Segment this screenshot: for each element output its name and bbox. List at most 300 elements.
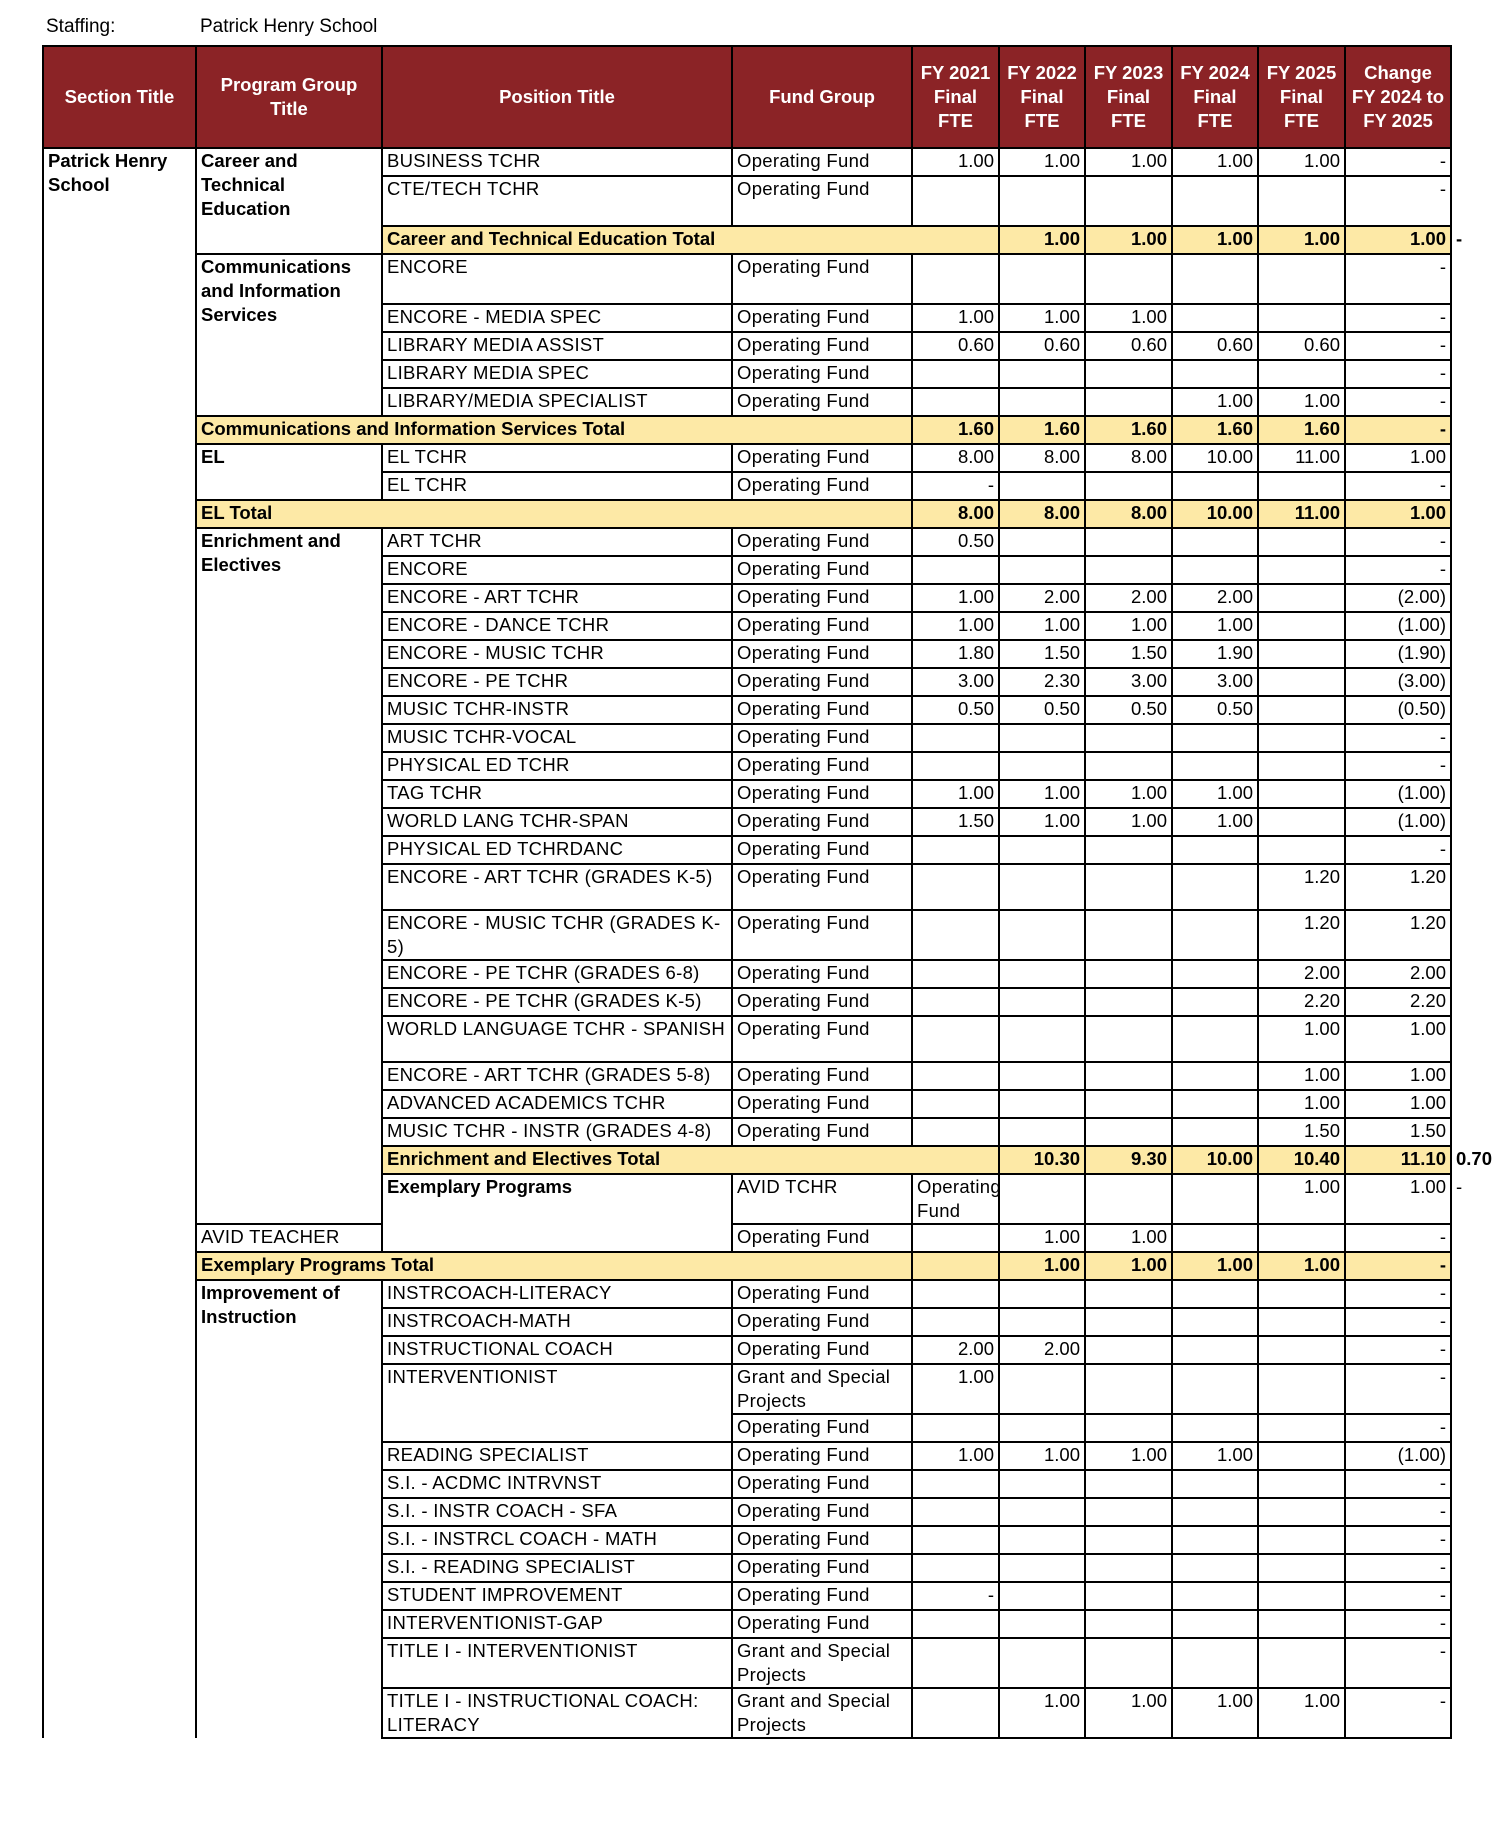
position-title: ENCORE - MUSIC TCHR (GRADES K-5) [382, 910, 732, 960]
fte-change-cell: - [1345, 1582, 1451, 1610]
position-title: STUDENT IMPROVEMENT [382, 1582, 732, 1610]
fte-cell [1172, 724, 1258, 752]
staffing-label: Staffing: [46, 16, 116, 37]
fte-cell [912, 864, 999, 910]
fte-cell [912, 1498, 999, 1526]
fte-change-cell: - [1345, 472, 1451, 500]
fte-cell: 0.50 [912, 696, 999, 724]
fund-group: Operating Fund [732, 864, 912, 910]
fund-group: Operating Fund [732, 988, 912, 1016]
fte-cell: 1.00 [999, 1252, 1085, 1280]
fte-cell: 1.00 [1085, 612, 1172, 640]
column-header: Fund Group [732, 46, 912, 148]
table-row [43, 444, 1451, 472]
fund-group: Operating Fund [912, 1174, 999, 1224]
fte-change-cell: 1.00 [1345, 1016, 1451, 1062]
fte-cell [1172, 1364, 1258, 1414]
position-title: WORLD LANG TCHR-SPAN [382, 808, 732, 836]
fte-cell [1258, 1414, 1345, 1442]
fte-cell: - [912, 472, 999, 500]
total-row [43, 500, 1451, 528]
position-title: ENCORE - ART TCHR (GRADES K-5) [382, 864, 732, 910]
fte-cell [1172, 472, 1258, 500]
fund-group: Operating Fund [732, 1308, 912, 1336]
fund-group: Operating Fund [732, 176, 912, 226]
fte-cell: 1.00 [1258, 1688, 1345, 1738]
fte-cell: 1.00 [912, 1364, 999, 1414]
fte-cell: 8.00 [912, 500, 999, 528]
fte-cell: 1.00 [1172, 388, 1258, 416]
fte-cell [1085, 1582, 1172, 1610]
fte-change-cell: - [1345, 1638, 1451, 1688]
fte-cell: 1.00 [912, 148, 999, 176]
fte-cell: 1.00 [1258, 1252, 1345, 1280]
position-title: ENCORE - PE TCHR (GRADES 6-8) [382, 960, 732, 988]
fte-cell [912, 752, 999, 780]
fte-cell: 1.90 [1172, 640, 1258, 668]
fund-group: Operating Fund [732, 1414, 912, 1442]
fte-cell: 1.00 [1172, 1252, 1258, 1280]
fte-cell [1258, 1308, 1345, 1336]
fte-cell: 0.60 [1085, 332, 1172, 360]
fund-group: Operating Fund [732, 960, 912, 988]
fte-change-cell: - [1345, 176, 1451, 226]
fte-cell [912, 556, 999, 584]
total-row: Career and Technical Education Total 1.00 1.00 1.00 1.00 1.00 - [43, 226, 1451, 254]
fte-cell [1085, 1638, 1172, 1688]
fte-cell [1085, 1526, 1172, 1554]
fund-group: Operating Fund [732, 780, 912, 808]
fte-change-cell: - [1345, 1554, 1451, 1582]
fte-cell [1258, 1526, 1345, 1554]
column-header: Change FY 2024 to FY 2025 [1345, 46, 1451, 148]
fte-change-cell: 1.00 [1345, 444, 1451, 472]
fund-group: Operating Fund [732, 1118, 912, 1146]
fte-cell [1085, 528, 1172, 556]
fte-change-cell: - [1345, 1252, 1451, 1280]
fte-cell [999, 254, 1085, 304]
fte-cell [1258, 472, 1345, 500]
position-title: READING SPECIALIST [382, 1442, 732, 1470]
fte-cell: 2.00 [1258, 960, 1345, 988]
fte-cell [912, 910, 999, 960]
table-row [43, 254, 1451, 304]
fte-change-cell: - [1345, 148, 1451, 176]
fte-cell: 1.00 [999, 1688, 1085, 1738]
position-title: BUSINESS TCHR [382, 148, 732, 176]
fte-cell [912, 988, 999, 1016]
fte-cell [1258, 668, 1345, 696]
fte-cell: 1.00 [1345, 226, 1451, 254]
fte-cell [1172, 1090, 1258, 1118]
column-header: FY 2021 Final FTE [912, 46, 999, 148]
fte-cell: 0.60 [1172, 332, 1258, 360]
fte-cell: 1.00 [912, 612, 999, 640]
fte-change-cell: (3.00) [1345, 668, 1451, 696]
fte-cell [1085, 388, 1172, 416]
fte-cell: 1.00 [1172, 148, 1258, 176]
fte-cell: 1.00 [1085, 304, 1172, 332]
fte-cell [1172, 1336, 1258, 1364]
position-title: MUSIC TCHR - INSTR (GRADES 4-8) [382, 1118, 732, 1146]
staffing-school-name: Patrick Henry School [200, 16, 378, 37]
fte-cell [999, 960, 1085, 988]
fte-cell: 10.00 [1172, 444, 1258, 472]
fte-cell [1085, 176, 1172, 226]
position-title: S.I. - INSTR COACH - SFA [382, 1498, 732, 1526]
fte-cell: 2.00 [999, 584, 1085, 612]
column-header: FY 2025 Final FTE [1258, 46, 1345, 148]
fte-cell [999, 1118, 1085, 1146]
fte-cell: 1.50 [1085, 640, 1172, 668]
fte-change-cell: - [1345, 1224, 1451, 1252]
fund-group: Operating Fund [732, 1610, 912, 1638]
fte-cell [912, 1308, 999, 1336]
table-row [43, 1224, 1451, 1252]
column-header: FY 2022 Final FTE [999, 46, 1085, 148]
fund-group: Operating Fund [732, 332, 912, 360]
position-title: ENCORE - ART TCHR (GRADES 5-8) [382, 1062, 732, 1090]
fte-cell: 1.00 [1172, 226, 1258, 254]
fte-cell [999, 752, 1085, 780]
total-label: Career and Technical Education Total [382, 226, 999, 254]
position-title: EL TCHR [382, 472, 732, 500]
fte-cell [912, 1062, 999, 1090]
fund-group: Operating Fund [732, 1062, 912, 1090]
position-title: LIBRARY MEDIA ASSIST [382, 332, 732, 360]
fund-group: Operating Fund [732, 724, 912, 752]
fte-cell [1258, 1470, 1345, 1498]
fund-group: Operating Fund [732, 808, 912, 836]
fte-cell: 1.00 [999, 148, 1085, 176]
fte-cell [1172, 1610, 1258, 1638]
fund-group: Operating Fund [732, 254, 912, 304]
fte-cell [1258, 1610, 1345, 1638]
fte-change-cell: - [1345, 1498, 1451, 1526]
column-header: Section Title [43, 46, 196, 148]
fte-cell [999, 1526, 1085, 1554]
column-header: FY 2023 Final FTE [1085, 46, 1172, 148]
fte-change-cell: 1.00 [1345, 1062, 1451, 1090]
fte-cell: 1.20 [1258, 910, 1345, 960]
fte-cell [999, 1364, 1085, 1414]
fund-group: Operating Fund [732, 1526, 912, 1554]
fte-cell [1172, 1062, 1258, 1090]
fte-change-cell: - [1345, 752, 1451, 780]
program-group-title: Exemplary Programs [382, 1174, 732, 1252]
table-row [43, 1280, 1451, 1308]
fund-group: Operating Fund [732, 836, 912, 864]
fte-cell: 1.00 [1258, 148, 1345, 176]
fte-cell [1172, 1582, 1258, 1610]
fte-cell [999, 1414, 1085, 1442]
fte-cell [1258, 724, 1345, 752]
fte-cell [999, 1280, 1085, 1308]
fte-cell [1172, 304, 1258, 332]
fte-cell [999, 1016, 1085, 1062]
position-title: INSTRCOACH-MATH [382, 1308, 732, 1336]
fte-cell [1258, 612, 1345, 640]
fte-cell [1172, 254, 1258, 304]
position-title: ADVANCED ACADEMICS TCHR [382, 1090, 732, 1118]
fte-cell [912, 1224, 999, 1252]
fte-change-cell: - [1345, 1336, 1451, 1364]
fte-change-cell: (1.00) [1345, 612, 1451, 640]
fte-cell: 10.00 [1172, 1146, 1258, 1174]
fte-cell [1085, 836, 1172, 864]
fund-group: Operating Fund [732, 556, 912, 584]
table-header-row [43, 46, 1451, 148]
program-group-title: Enrichment and Electives [196, 528, 382, 1224]
fte-cell: 11.00 [1258, 500, 1345, 528]
fte-cell [999, 528, 1085, 556]
fte-cell [1172, 1526, 1258, 1554]
position-title: ENCORE - PE TCHR [382, 668, 732, 696]
fte-cell: 1.00 [1172, 1442, 1258, 1470]
fte-cell [1172, 556, 1258, 584]
fte-cell [1085, 1090, 1172, 1118]
fte-cell: 1.00 [912, 584, 999, 612]
fte-cell: 1.50 [912, 808, 999, 836]
position-title: AVID TCHR [732, 1174, 912, 1224]
position-title: TITLE I - INSTRUCTIONAL COACH: LITERACY [382, 1688, 732, 1738]
fte-cell [999, 1498, 1085, 1526]
fte-change-cell: (1.00) [1345, 780, 1451, 808]
table-row [43, 528, 1451, 556]
fte-cell [912, 1016, 999, 1062]
fte-cell [912, 360, 999, 388]
fte-cell [912, 388, 999, 416]
fte-cell [999, 1174, 1085, 1224]
fte-cell: 1.50 [999, 640, 1085, 668]
fte-cell [912, 1252, 999, 1280]
fte-cell: 2.00 [1172, 584, 1258, 612]
fte-cell [999, 1308, 1085, 1336]
fte-cell [1258, 254, 1345, 304]
fte-cell [999, 472, 1085, 500]
fte-cell [1172, 1414, 1258, 1442]
fund-group: Operating Fund [732, 1090, 912, 1118]
fund-group: Operating Fund [732, 584, 912, 612]
fte-cell: 0.50 [999, 696, 1085, 724]
fte-cell [1172, 1280, 1258, 1308]
fte-cell: 1.00 [1345, 1174, 1451, 1224]
position-title: ENCORE - MUSIC TCHR [382, 640, 732, 668]
fte-change-cell: (1.00) [1345, 1442, 1451, 1470]
fte-change-cell: 1.00 [1345, 500, 1451, 528]
fte-cell [1172, 528, 1258, 556]
fte-cell [999, 910, 1085, 960]
position-title: EL TCHR [382, 444, 732, 472]
fte-change-cell: 2.20 [1345, 988, 1451, 1016]
fte-cell [999, 1610, 1085, 1638]
fte-cell: 1.00 [999, 1442, 1085, 1470]
fte-cell: 3.00 [1085, 668, 1172, 696]
fund-group: Operating Fund [732, 1582, 912, 1610]
fte-cell: 10.40 [1258, 1146, 1345, 1174]
fte-change-cell: - [1345, 1470, 1451, 1498]
fte-cell [1172, 1498, 1258, 1526]
fte-cell [912, 836, 999, 864]
fte-cell: 1.00 [999, 226, 1085, 254]
fte-cell [1085, 1414, 1172, 1442]
fte-cell [1085, 1554, 1172, 1582]
fte-change-cell: - [1345, 836, 1451, 864]
program-group-title: Career and Technical Education [196, 148, 382, 254]
fte-cell [1258, 1442, 1345, 1470]
fte-cell [999, 864, 1085, 910]
fte-cell [1172, 1118, 1258, 1146]
fte-cell: 1.00 [1172, 780, 1258, 808]
fte-cell [1085, 1280, 1172, 1308]
fund-group: Operating Fund [732, 472, 912, 500]
column-header: Program Group Title [196, 46, 382, 148]
fte-change-cell: 1.00 [1345, 1090, 1451, 1118]
fte-cell [1258, 1280, 1345, 1308]
fte-cell [1172, 864, 1258, 910]
fte-cell [1085, 556, 1172, 584]
fte-cell: 0.50 [912, 528, 999, 556]
fte-cell [999, 836, 1085, 864]
fte-cell [1085, 960, 1172, 988]
fte-cell: 1.00 [1258, 388, 1345, 416]
position-title: ENCORE - ART TCHR [382, 584, 732, 612]
fund-group: Operating Fund [732, 752, 912, 780]
fund-group: Operating Fund [732, 612, 912, 640]
position-title: CTE/TECH TCHR [382, 176, 732, 226]
section-title: Patrick Henry School [43, 148, 196, 1738]
fte-cell [1085, 724, 1172, 752]
fte-cell [912, 1118, 999, 1146]
fte-cell: 1.00 [1085, 226, 1172, 254]
fte-cell [999, 1554, 1085, 1582]
fte-cell [1258, 780, 1345, 808]
fund-group: Operating Fund [732, 1470, 912, 1498]
fte-cell: 1.00 [1172, 808, 1258, 836]
total-label: Communications and Information Services Total [196, 416, 912, 444]
fte-cell [1258, 640, 1345, 668]
fte-cell [1172, 910, 1258, 960]
fte-cell [912, 1526, 999, 1554]
fund-group: Operating Fund [732, 304, 912, 332]
fte-cell [1258, 556, 1345, 584]
fte-cell [912, 960, 999, 988]
fte-cell [999, 1090, 1085, 1118]
fte-cell [1172, 1308, 1258, 1336]
fte-cell: 1.20 [1258, 864, 1345, 910]
fte-cell: 1.00 [1258, 1090, 1345, 1118]
fte-cell: 1.00 [1085, 1252, 1172, 1280]
fte-cell [1172, 176, 1258, 226]
fte-cell [1258, 1498, 1345, 1526]
fte-cell [1085, 1498, 1172, 1526]
position-title: WORLD LANGUAGE TCHR - SPANISH [382, 1016, 732, 1062]
fte-cell [1085, 1364, 1172, 1414]
fund-group: Operating Fund [732, 388, 912, 416]
fte-cell [1258, 1554, 1345, 1582]
position-title: AVID TEACHER [196, 1224, 382, 1252]
fte-change-cell: - [1345, 1610, 1451, 1638]
fte-cell: 1.00 [1258, 1062, 1345, 1090]
position-title: TITLE I - INTERVENTIONIST [382, 1638, 732, 1688]
fte-change-cell: - [1345, 332, 1451, 360]
fte-cell: 8.00 [912, 444, 999, 472]
fte-cell: 1.60 [999, 416, 1085, 444]
fte-change-cell: 2.00 [1345, 960, 1451, 988]
fte-cell: 0.50 [1172, 696, 1258, 724]
fte-cell [1258, 304, 1345, 332]
fund-group: Operating Fund [732, 640, 912, 668]
program-group-title: Communications and Information Services [196, 254, 382, 416]
position-title: ENCORE [382, 254, 732, 304]
fte-change-cell: (1.00) [1345, 808, 1451, 836]
position-title: LIBRARY/MEDIA SPECIALIST [382, 388, 732, 416]
fte-cell [1172, 1470, 1258, 1498]
fund-group: Operating Fund [732, 1224, 912, 1252]
fund-group: Grant and Special Projects [732, 1688, 912, 1738]
fund-group: Operating Fund [732, 444, 912, 472]
fte-cell [1258, 1364, 1345, 1414]
position-title: ENCORE [382, 556, 732, 584]
fund-group: Operating Fund [732, 148, 912, 176]
fte-cell [912, 1688, 999, 1738]
fte-change-cell: - [1345, 416, 1451, 444]
total-row [43, 416, 1451, 444]
fte-change-cell: - [1345, 1688, 1451, 1738]
fte-cell [1172, 1554, 1258, 1582]
fte-cell: - [912, 1582, 999, 1610]
fte-cell [912, 1470, 999, 1498]
staffing-table [42, 45, 1493, 1739]
position-title: S.I. - READING SPECIALIST [382, 1554, 732, 1582]
fund-group: Operating Fund [732, 696, 912, 724]
fund-group: Operating Fund [732, 1280, 912, 1308]
fte-cell [999, 1062, 1085, 1090]
position-title: ENCORE - DANCE TCHR [382, 612, 732, 640]
fte-cell [999, 360, 1085, 388]
fte-cell [1258, 176, 1345, 226]
fte-change-cell: (1.90) [1345, 640, 1451, 668]
position-title: ENCORE - MEDIA SPEC [382, 304, 732, 332]
fte-cell [1258, 1582, 1345, 1610]
position-title: MUSIC TCHR-VOCAL [382, 724, 732, 752]
fte-cell [1258, 696, 1345, 724]
fte-cell [1085, 1118, 1172, 1146]
fte-cell [1172, 836, 1258, 864]
table-row [43, 148, 1451, 176]
fte-cell: 1.00 [1258, 226, 1345, 254]
fte-cell [912, 1414, 999, 1442]
position-title: ENCORE - PE TCHR (GRADES K-5) [382, 988, 732, 1016]
fte-cell [1172, 752, 1258, 780]
fte-change-cell: (2.00) [1345, 584, 1451, 612]
position-title: S.I. - ACDMC INTRVNST [382, 1470, 732, 1498]
position-title: INTERVENTIONIST [382, 1364, 732, 1442]
fte-change-cell: - [1345, 254, 1451, 304]
fte-cell [912, 1610, 999, 1638]
fte-cell: 1.00 [1085, 780, 1172, 808]
fte-cell [1085, 1062, 1172, 1090]
fte-cell: 1.00 [1085, 808, 1172, 836]
fte-cell [1172, 1638, 1258, 1688]
fte-cell [1085, 864, 1172, 910]
position-title: INTERVENTIONIST-GAP [382, 1610, 732, 1638]
table-body [43, 148, 1493, 1738]
fte-cell [1085, 988, 1172, 1016]
fund-group: Operating Fund [732, 1016, 912, 1062]
fte-cell: 3.00 [1172, 668, 1258, 696]
position-title: MUSIC TCHR-INSTR [382, 696, 732, 724]
